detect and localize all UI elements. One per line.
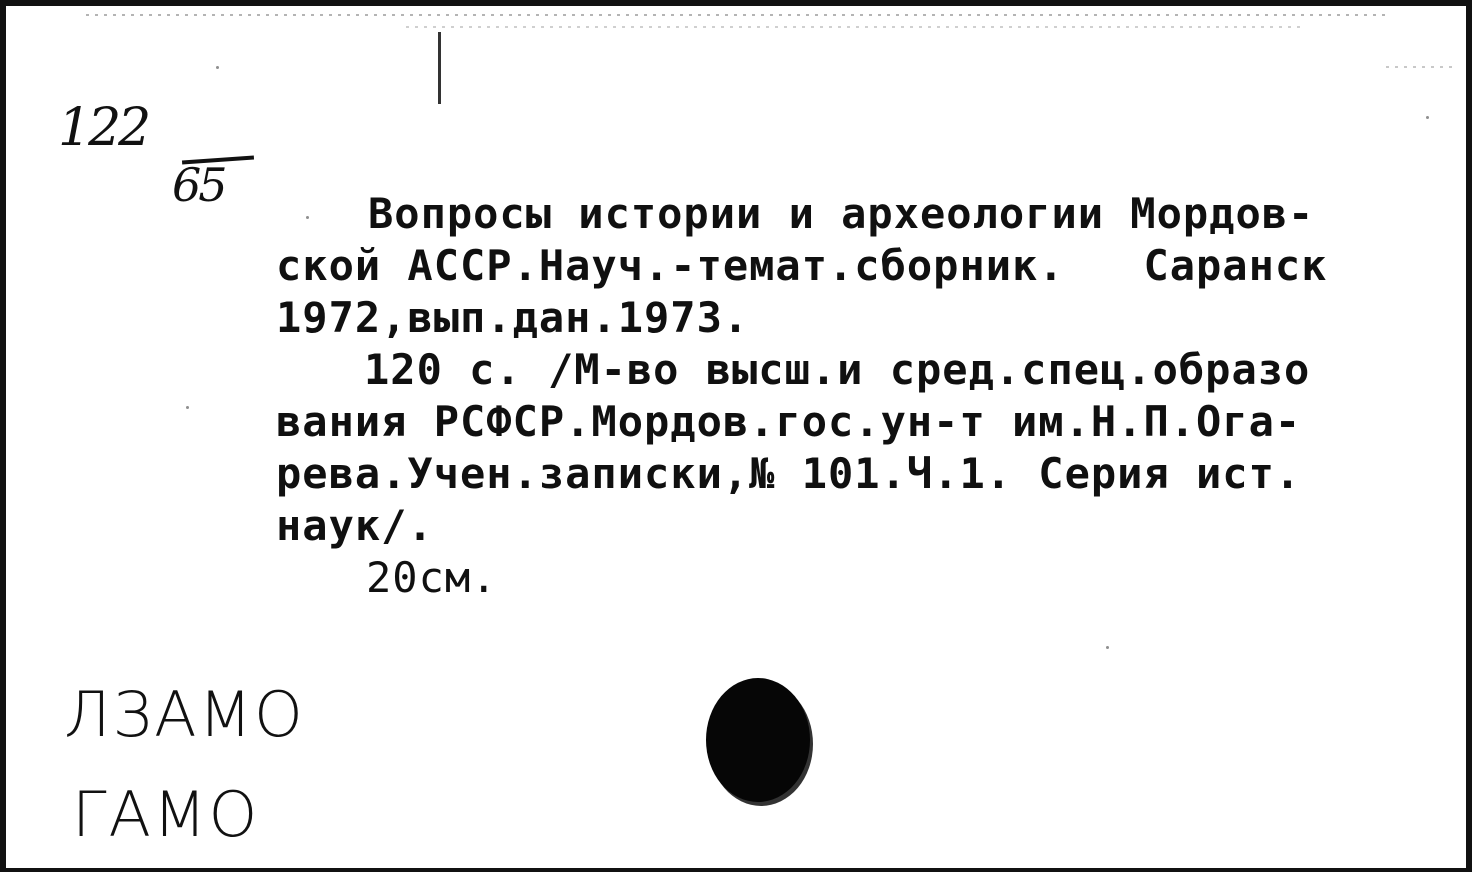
handwritten-note-2: ГАМО <box>72 778 260 851</box>
record-line-3: 1972,вып.дан.1973. <box>276 293 750 342</box>
card-punch-hole <box>706 678 810 802</box>
handwritten-note-1: ЛЗАМО <box>64 678 305 751</box>
record-line-size: 20см. <box>366 553 498 602</box>
shelfmark-subnumber: 65 <box>172 158 225 212</box>
scan-noise-top <box>86 14 1386 16</box>
scan-speck <box>1106 646 1109 649</box>
scan-noise-right <box>1386 66 1456 68</box>
scan-speck <box>186 406 189 409</box>
record-line-5: вания РСФСР.Мордов.гос.ун-т им.Н.П.Ога- <box>276 397 1302 446</box>
record-line-2: ской АССР.Науч.-темат.сборник. Саранск <box>276 241 1328 290</box>
scan-speck <box>306 216 309 219</box>
scan-mark <box>438 32 441 104</box>
scan-speck <box>216 66 219 69</box>
record-line-6: рева.Учен.записки,№ 101.Ч.1. Серия ист. <box>276 449 1302 498</box>
record-line-4: 120 с. /М-во высш.и сред.спец.образо <box>364 345 1311 394</box>
scan-speck <box>1426 116 1429 119</box>
scan-noise-top-2 <box>406 26 1306 28</box>
record-line-1: Вопросы истории и археологии Мордов- <box>368 189 1315 238</box>
record-line-7: наук/. <box>276 501 434 550</box>
shelfmark-number: 122 <box>58 98 149 158</box>
